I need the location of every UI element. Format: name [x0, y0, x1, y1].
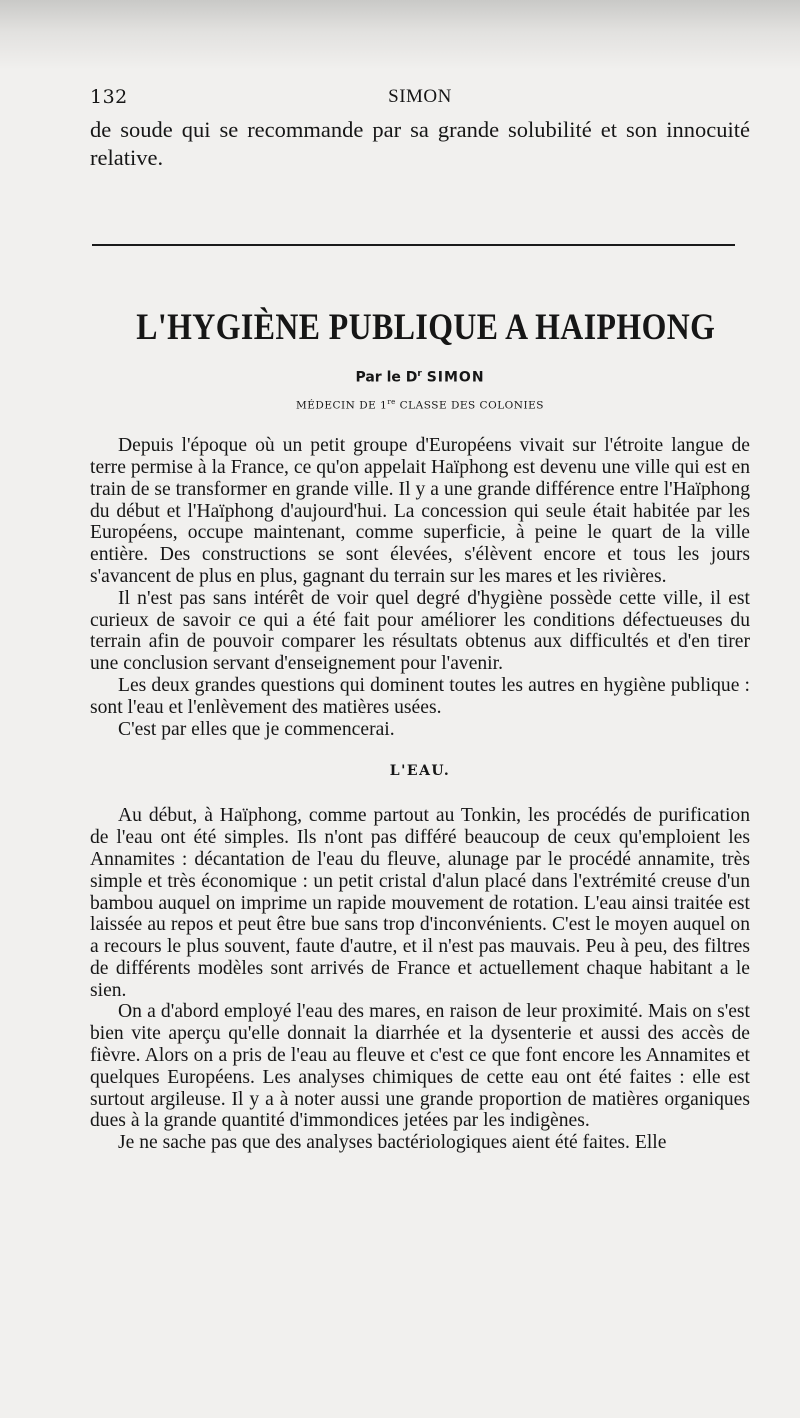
paragraph: C'est par elles que je commencerai.	[118, 718, 395, 740]
byline	[90, 369, 750, 386]
paragraph: Au début, à Haïphong, comme partout au Tonkin, les procédés de purification de l'eau ont été simples. Ils n'ont pas différé beaucoup de ceux qu'emploient les Annamites : décantation de l'eau du fleuve, alunage par le procédé annamite, très simple et très économique : un petit cristal d'alun placé dans l'extrémité creuse d'un bambou auquel on imprime un rapide mouvement de rotation. L'eau ainsi traitée est laissée au repos et peut être bue sans trop d'inconvénients. C'est le moyen auquel on a recours le plus souvent, faute d'autre, et il n'est pas mauvais. Peu à peu, des filtres de différents modèles sont arrivés de France et actuellement chaque habitant a le sien.	[90, 805, 750, 1001]
running-head	[90, 82, 750, 116]
page-number: 132	[90, 86, 128, 108]
affiliation-superscript: re	[387, 397, 396, 406]
book-page	[90, 82, 750, 1154]
affiliation-after: CLASSE DES COLONIES	[395, 399, 544, 412]
section-text	[90, 805, 750, 1154]
intro-text	[90, 435, 750, 740]
paragraph: Les deux grandes questions qui dominent toutes les autres en hygiène publique : sont l'eau et l'enlèvement des matières usées.	[90, 674, 750, 718]
section-divider	[92, 244, 735, 246]
paragraph: Depuis l'époque où un petit groupe d'Européens vivait sur l'étroite langue de terre permise à la France, ce qu'on appelait Haïphong est devenu une ville qui est en train de se transformer en grande ville. Il y a une grande différence entre l'Haïphong du début et l'Haïphong d'aujourd'hui. La concession qui seule était habitée par les Européens, occupe maintenant, comme superficie, à peine le quart de la ville entière. Des constructions se sont élevées, s'élèvent encore et tous les jours s'avancent de plus en plus, gagnant du terrain sur les mares et les rivières.	[90, 435, 750, 587]
article-title: L'HYGIÈNE PUBLIQUE A HAIPHONG	[136, 307, 716, 348]
byline-prefix: Par le D	[355, 369, 418, 386]
paragraph: Il n'est pas sans intérêt de voir quel degré d'hygiène possède cette ville, il est curieux de savoir ce qui a été fait pour améliorer les conditions défectueuses du terrain afin de pouvoir comparer les résultats obtenus aux difficultés et d'en tirer une conclusion servant d'enseignement pour l'avenir.	[90, 587, 750, 675]
paragraph: Je ne sache pas que des analyses bactériologiques aient été faites. Elle	[118, 1132, 667, 1154]
section-heading: L'EAU.	[389, 763, 451, 780]
carry-over-paragraph: de soude qui se recommande par sa grande solubilité et son innocuité relative.	[90, 117, 750, 170]
author-name: SIMON	[426, 369, 485, 386]
author-affiliation	[90, 398, 750, 412]
paragraph: On a d'abord employé l'eau des mares, en raison de leur proximité. Mais on s'est bien vite aperçu qu'elle donnait la diarrhée et la dysenterie et aussi des accès de fièvre. Alors on a pris de l'eau au fleuve et c'est ce que font encore les Annamites et quelques Européens. Les analyses chimiques de cette eau ont été faites : elle est surtout argileuse. Il y a à noter aussi une grande proportion de matières organiques dues à la grande quantité d'immondices jetées par les indigènes.	[90, 1001, 750, 1132]
byline-superscript: r	[417, 369, 422, 379]
affiliation-before: MÉDECIN DE 1	[296, 399, 388, 412]
scan-margin-shadow	[0, 0, 800, 70]
running-title: SIMON	[388, 86, 452, 107]
